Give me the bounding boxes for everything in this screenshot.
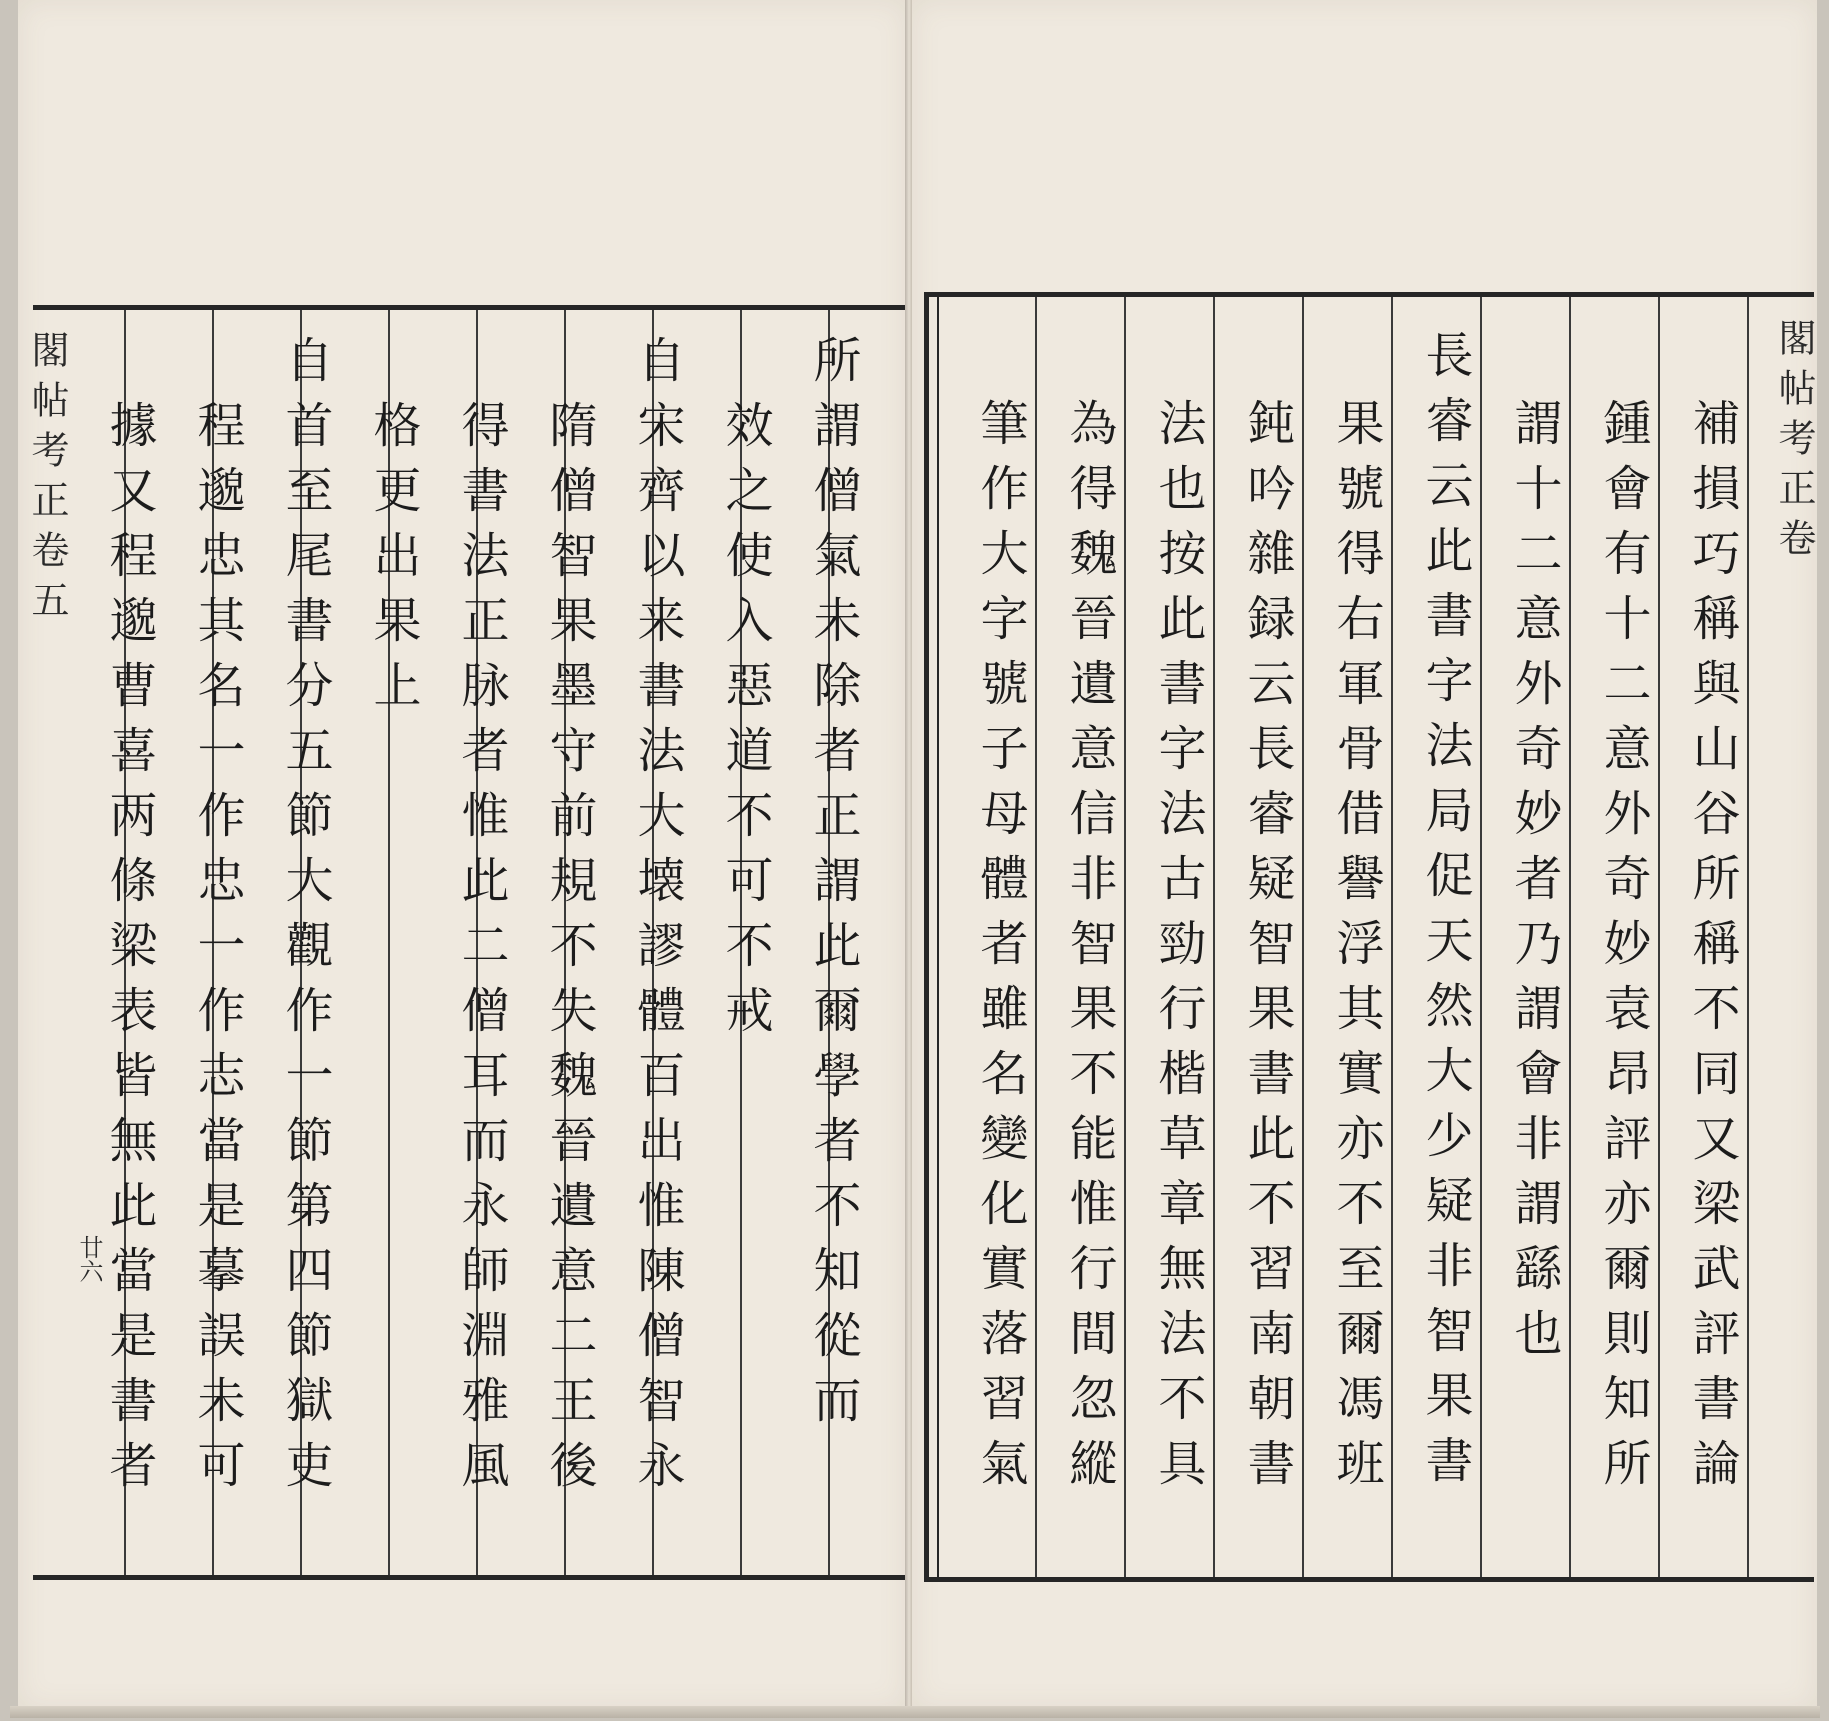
left-margin-title: 閣帖考正卷五 — [25, 330, 69, 630]
text-column: 隋僧智果墨守前規不失魏晉遺意二王後 — [541, 400, 597, 1505]
text-column: 自宋齊以来書法大壊謬體百出惟陳僧智永 — [629, 335, 685, 1505]
left-page — [18, 0, 907, 1710]
right-page — [912, 0, 1817, 1710]
text-column: 為得魏晉遺意信非智果不能惟行間忽縱 — [1061, 398, 1117, 1503]
text-column: 鍾會有十二意外奇妙袁昂評亦爾則知所 — [1595, 398, 1651, 1503]
text-column: 法也按此書字法古勁行楷草章無法不具 — [1150, 398, 1206, 1503]
text-column: 謂十二意外奇妙者乃謂會非謂繇也 — [1506, 398, 1562, 1373]
text-column: 補損巧稱與山谷所稱不同又梁武評書論 — [1684, 398, 1740, 1503]
text-column: 自首至尾書分五節大觀作一節第四節獄吏 — [277, 335, 333, 1505]
text-column: 果號得右軍骨借譽浮其實亦不至爾馮班 — [1328, 398, 1384, 1503]
text-column: 格更出果上 — [365, 400, 421, 725]
right-margin-title: 閣帖考正卷 — [1772, 318, 1816, 568]
left-folio-number: 廿六 — [75, 1235, 103, 1283]
text-column: 所謂僧氣未除者正謂此爾學者不知從而 — [805, 335, 861, 1440]
text-column: 得書法正脉者惟此二僧耳而永師淵雅風 — [453, 400, 509, 1505]
text-column: 鈍吟雜録云長睿疑智果書此不習南朝書 — [1239, 398, 1295, 1503]
text-column: 長睿云此書字法局促天然大少疑非智果書 — [1417, 330, 1473, 1500]
text-column: 程邈忠其名一作忠一作志當是摹誤未可 — [189, 400, 245, 1505]
text-column: 筆作大字號子母體者雖名變化實落習氣 — [972, 398, 1028, 1503]
book-bottom-edge — [10, 1706, 1820, 1718]
text-column: 效之使入惡道不可不戒 — [717, 400, 773, 1050]
text-column: 據又程邈曹喜两條梁表皆無此當是書者 — [101, 400, 157, 1505]
